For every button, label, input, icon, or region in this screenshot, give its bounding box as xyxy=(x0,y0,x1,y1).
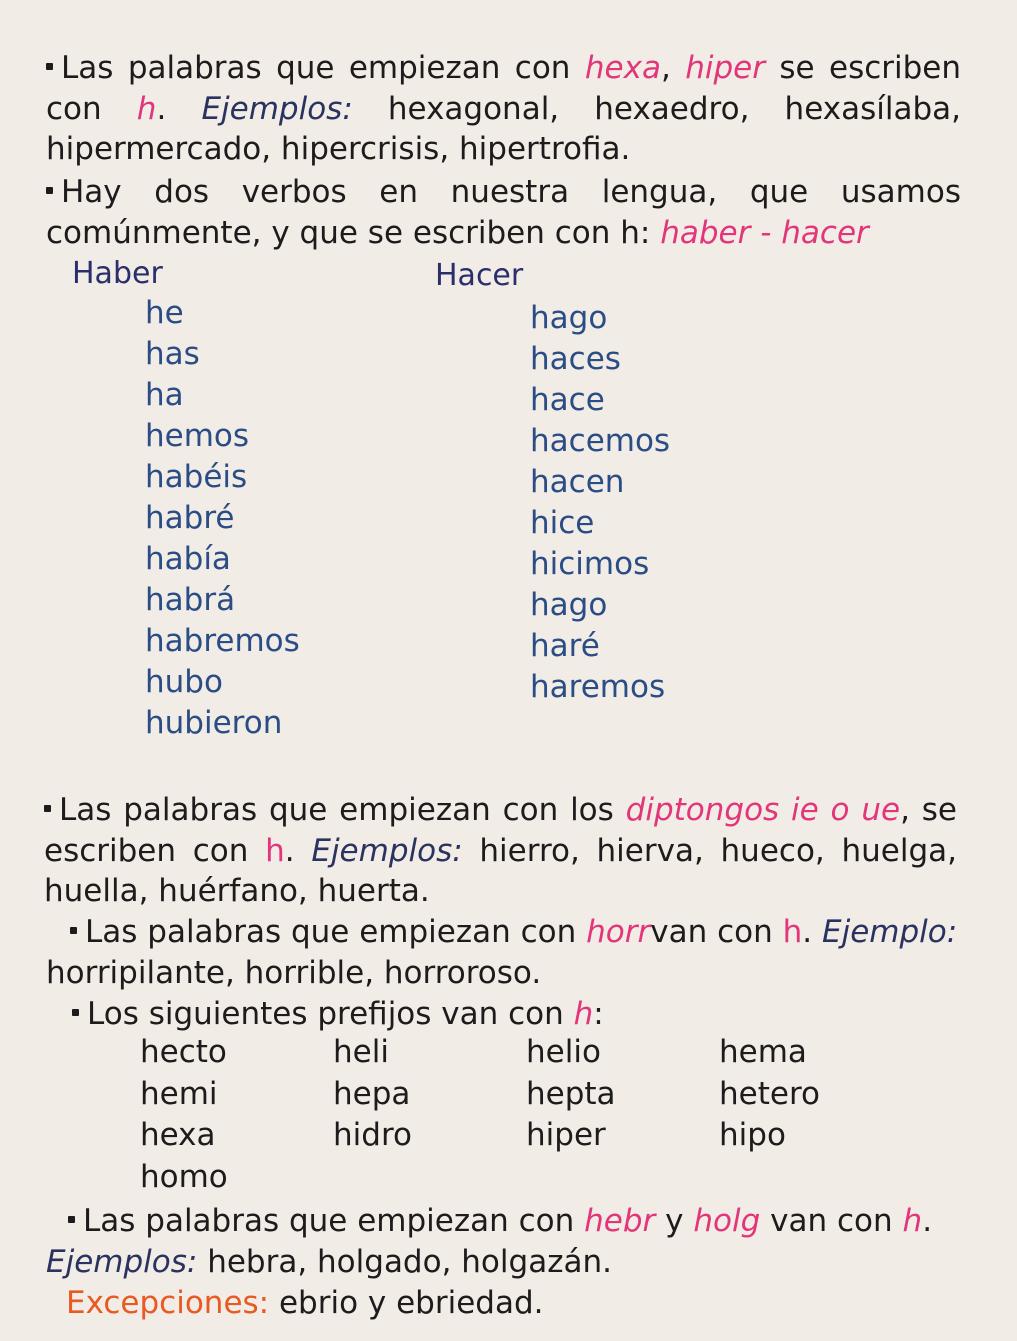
prefix-item: helio xyxy=(526,1034,601,1070)
rule-text: Las palabras que empiezan con xyxy=(83,1203,575,1239)
haber-form: hubo xyxy=(145,664,223,700)
hacer-title: Hacer xyxy=(435,258,524,293)
rule-text: Las palabras que empiezan con los xyxy=(59,792,614,828)
rule-hexa-line-1 xyxy=(46,48,961,89)
keyword-hexa: hexa xyxy=(584,50,661,86)
letter-h: h xyxy=(782,914,803,950)
rule-text: hebra, holgado, holgazán. xyxy=(207,1243,612,1280)
hacer-form: haces xyxy=(530,341,621,377)
haber-form: habremos xyxy=(145,623,300,659)
prefix-item: hidro xyxy=(333,1117,412,1153)
haber-form: habré xyxy=(145,500,235,536)
prefix-item: heli xyxy=(333,1034,389,1070)
prefix-item: hepta xyxy=(526,1075,616,1112)
rule-text: . xyxy=(922,1203,933,1239)
haber-form: habrá xyxy=(145,582,236,618)
haber-conjugation-list xyxy=(145,293,300,744)
haber-title: Haber xyxy=(72,256,163,291)
letter-h: h xyxy=(573,996,594,1032)
haber-form: hemos xyxy=(145,418,250,454)
rule-diptongos xyxy=(44,790,957,912)
haber-form: habéis xyxy=(145,459,248,495)
letter-h: h xyxy=(902,1203,923,1239)
examples-label: Ejemplos: xyxy=(46,1243,198,1280)
examples-label: Ejemplos: xyxy=(311,832,463,869)
rule-hebr-line-1 xyxy=(46,1201,951,1242)
hacer-form: hicimos xyxy=(530,546,650,582)
rule-text: se escriben xyxy=(779,50,962,86)
haber-form: has xyxy=(145,336,200,372)
rule-text: hierro, hierva, hueco, huelga, xyxy=(479,832,957,869)
prefix-item: homo xyxy=(140,1158,228,1195)
bullet-icon xyxy=(46,63,53,70)
keyword-diptongos: diptongos ie o ue xyxy=(625,792,901,828)
examples-label: Ejemplos: xyxy=(201,90,353,127)
rule-text: Las palabras que empiezan con xyxy=(61,50,571,86)
exceptions-line xyxy=(66,1283,766,1324)
prefix-item: hetero xyxy=(719,1075,820,1112)
hacer-conjugation-list xyxy=(530,298,670,708)
keyword-holg: holg xyxy=(693,1203,761,1239)
rule-text: . xyxy=(156,90,167,127)
rule-diptongos-line-1 xyxy=(44,790,957,831)
hacer-form: haré xyxy=(530,628,600,664)
rule-hexa-line-2 xyxy=(46,89,961,130)
rule-text: . xyxy=(802,914,813,950)
prefix-item: hexa xyxy=(140,1117,216,1153)
rule-text: van con xyxy=(650,914,773,950)
keyword-hiper: hiper xyxy=(685,50,765,86)
rule-verbos xyxy=(46,172,961,253)
haber-form: hubieron xyxy=(145,705,283,741)
hacer-form: hacemos xyxy=(530,423,671,459)
rule-text: : xyxy=(593,996,604,1032)
rule-text: . xyxy=(284,832,295,869)
rule-hebr-line-2 xyxy=(46,1242,951,1283)
prefix-item: hemi xyxy=(140,1075,218,1112)
bullet-icon xyxy=(46,187,53,194)
rule-text: comúnmente, y que se escriben con h: xyxy=(46,214,651,251)
rule-horr xyxy=(46,912,957,993)
prefix-item: hecto xyxy=(140,1034,227,1070)
keyword-horr: horr xyxy=(586,914,651,950)
rule-text: van con xyxy=(770,1203,893,1239)
prefix-item: hema xyxy=(719,1034,807,1070)
rule-text: , xyxy=(660,50,671,86)
hacer-form: hace xyxy=(530,382,605,418)
rule-horr-line-1 xyxy=(46,912,957,953)
hacer-form: hacen xyxy=(530,464,625,500)
rule-text: con xyxy=(46,90,102,127)
rule-diptongos-line-2 xyxy=(44,831,957,872)
rule-text: escriben con xyxy=(44,832,249,869)
rule-hebr-holg xyxy=(46,1201,951,1282)
rule-prefijos xyxy=(72,994,952,1035)
rule-prefijos-line-1 xyxy=(72,994,952,1035)
exceptions-label: Excepciones: xyxy=(66,1285,270,1321)
rule-hexa-hiper xyxy=(46,48,961,170)
haber-form: había xyxy=(145,541,231,577)
rule-verbos-line-1 xyxy=(46,172,961,213)
bullet-icon xyxy=(70,927,77,934)
rule-text: y xyxy=(665,1203,684,1239)
hacer-form: hice xyxy=(530,505,595,541)
rule-text: Hay dos verbos en nuestra lengua, que usamos xyxy=(61,174,961,210)
haber-form: he xyxy=(145,295,184,331)
bullet-icon xyxy=(72,1009,79,1016)
prefix-item: hiper xyxy=(526,1117,606,1153)
haber-form: ha xyxy=(145,377,184,413)
rule-text: Los siguientes prefijos van con xyxy=(87,996,564,1032)
letter-h: h xyxy=(136,90,157,127)
rule-text: , se xyxy=(900,792,957,828)
exceptions-words: ebrio y ebriedad. xyxy=(278,1285,544,1321)
rule-diptongos-line-3: huella, huérfano, huerta. xyxy=(44,873,430,909)
bullet-icon xyxy=(44,805,51,812)
hacer-form: hago xyxy=(530,300,608,336)
prefix-grid xyxy=(140,1034,912,1200)
keyword-haber-hacer: haber - hacer xyxy=(660,214,869,251)
letter-h: h xyxy=(265,832,285,869)
examples-label: Ejemplo: xyxy=(822,914,958,950)
rule-text: hexagonal, hexaedro, hexasílaba, xyxy=(387,90,961,127)
rule-hexa-line-3: hipermercado, hipercrisis, hipertrofia. xyxy=(46,131,631,167)
bullet-icon xyxy=(68,1216,75,1223)
hacer-form: hago xyxy=(530,587,608,623)
exceptions-text xyxy=(66,1283,766,1324)
hacer-form: haremos xyxy=(530,669,666,705)
keyword-hebr: hebr xyxy=(584,1203,656,1239)
rule-horr-line-2: horripilante, horrible, horroroso. xyxy=(46,954,542,991)
prefix-item: hepa xyxy=(333,1075,411,1112)
rule-verbos-line-2 xyxy=(46,213,961,254)
prefix-item: hipo xyxy=(719,1117,786,1153)
rule-text: Las palabras que empiezan con xyxy=(85,914,577,950)
